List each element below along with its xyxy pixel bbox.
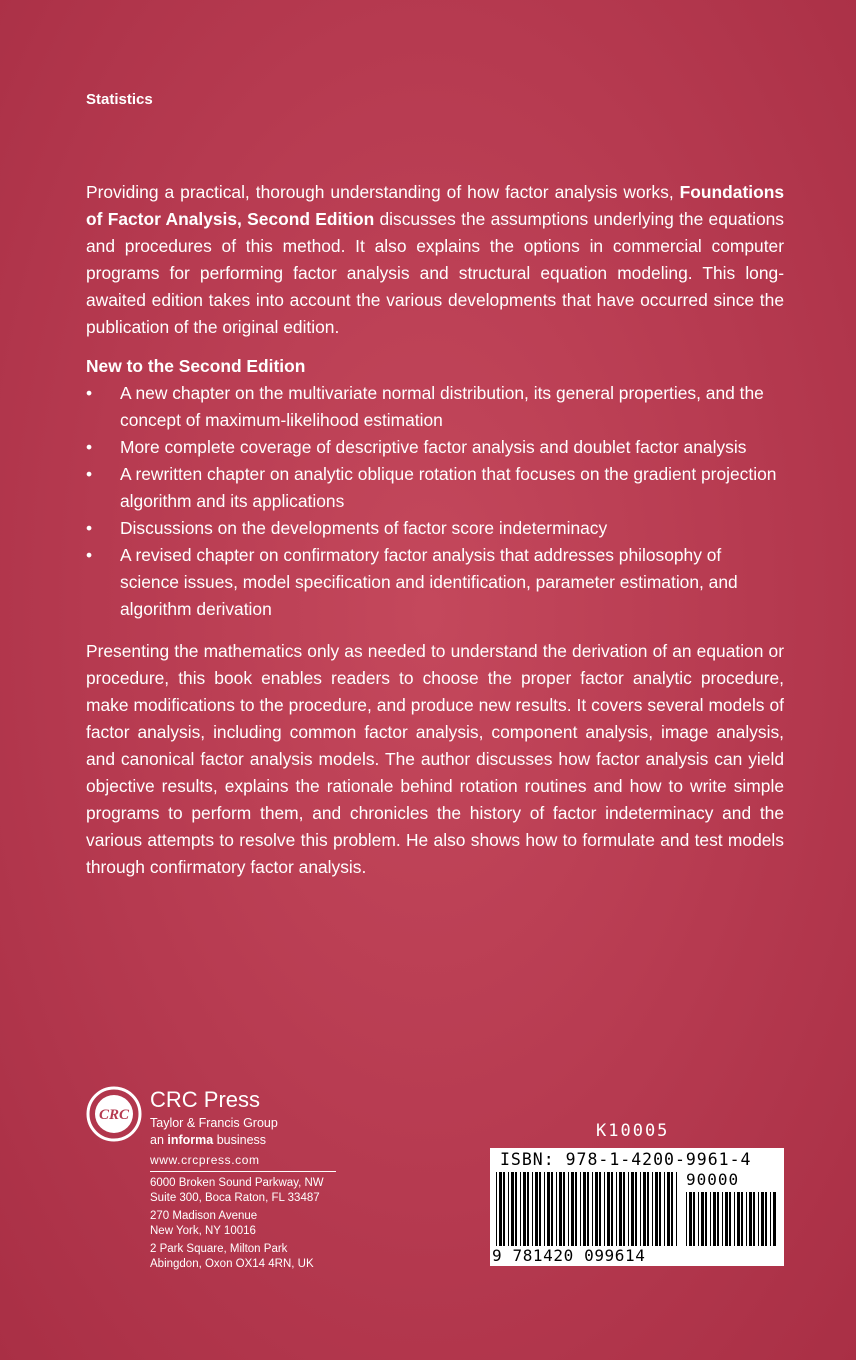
barcode-bar xyxy=(592,1172,593,1246)
barcode-bar xyxy=(737,1192,740,1246)
bullet-icon: • xyxy=(86,464,93,484)
bullet-icon: • xyxy=(86,518,93,538)
barcode-bar xyxy=(635,1172,637,1246)
barcode-bar xyxy=(753,1192,755,1246)
barcode-bar xyxy=(503,1172,505,1246)
list-item-text: A rewritten chapter on analytic oblique rotation that focuses on the gradient projection algorithm and its applications xyxy=(120,464,777,511)
address-line: New York, NY 10016 xyxy=(150,1224,256,1237)
barcode-bar xyxy=(652,1172,653,1246)
address-line: Suite 300, Boca Raton, FL 33487 xyxy=(150,1191,320,1204)
publisher-addresses xyxy=(150,1176,324,1275)
barcode-bar xyxy=(527,1172,529,1246)
barcode-bar xyxy=(770,1192,771,1246)
barcode-bar xyxy=(599,1172,601,1246)
barcode-bar xyxy=(640,1172,641,1246)
barcode-bar xyxy=(664,1172,665,1246)
bullet-icon: • xyxy=(86,437,93,457)
barcode-bar xyxy=(568,1172,569,1246)
barcode-bar xyxy=(575,1172,577,1246)
barcode-bar xyxy=(713,1192,716,1246)
closing-paragraph: Presenting the mathematics only as needed to understand the derivation of an equation or procedure, this book enables readers to choose the proper factor analytic procedure, make modifications to the procedure, and produce new results. It covers several models of factor analysis, including common factor analysis, component analysis, image analysis, and canonical factor analysis models. The author discusses how factor analysis can yield objective results, explains the rationale behind rotation routines and how to write simple programs to perform them, and chronicles the history of factor indeterminacy and the various attempts to resolve this problem. He also shows how to formulate and test models through confirmatory factor analysis. xyxy=(86,641,784,877)
barcode-bar xyxy=(686,1192,687,1246)
barcode-bar xyxy=(535,1172,538,1246)
new-edition-list xyxy=(86,380,784,623)
barcode-bar xyxy=(741,1192,743,1246)
publisher-name: CRC Press xyxy=(150,1087,261,1112)
list-item xyxy=(86,515,784,542)
barcode-bar xyxy=(583,1172,586,1246)
intro-text-after: discusses the assumptions underlying the equations and procedures of this method. It also explains the options in commercial computer programs for performing factor analysis and structural equation modeling. This long-awaited edition takes into account the various developments that have occurred since the publication of the original edition. xyxy=(86,209,784,337)
barcode-bar xyxy=(619,1172,622,1246)
barcode-bar xyxy=(563,1172,565,1246)
list-item xyxy=(86,380,784,434)
address-block xyxy=(150,1242,324,1271)
barcode-bar xyxy=(671,1172,673,1246)
intro-paragraph xyxy=(86,179,784,341)
barcode-bar xyxy=(559,1172,562,1246)
isbn-label: ISBN: 978-1-4200-9961-4 xyxy=(500,1150,752,1169)
barcode-bar xyxy=(556,1172,557,1246)
barcode-bar xyxy=(499,1172,502,1246)
barcode-bar xyxy=(701,1192,704,1246)
barcode-bar xyxy=(551,1172,553,1246)
barcode-bar xyxy=(725,1192,728,1246)
bullet-icon: • xyxy=(86,545,93,565)
address-line: 270 Madison Avenue xyxy=(150,1210,258,1222)
barcode-bar xyxy=(611,1172,613,1246)
address-block xyxy=(150,1176,324,1205)
barcode-bar xyxy=(520,1172,521,1246)
barcode-bar xyxy=(647,1172,649,1246)
barcode-bar xyxy=(511,1172,514,1246)
barcode-bar xyxy=(523,1172,526,1246)
barcode-bar xyxy=(676,1172,677,1246)
publisher-informa xyxy=(150,1133,266,1147)
informa-prefix: an xyxy=(150,1133,164,1147)
barcode-bar xyxy=(722,1192,723,1246)
barcode-bar xyxy=(693,1192,695,1246)
isbn-barcode xyxy=(490,1148,784,1266)
barcode-bar xyxy=(607,1172,610,1246)
publisher-url: www.crcpress.com xyxy=(150,1153,260,1167)
barcode-bar xyxy=(773,1192,776,1246)
book-title: Foundations of Factor Analysis, Second Edition xyxy=(86,182,784,229)
crc-logo-icon xyxy=(86,1086,142,1142)
barcode-bar xyxy=(717,1192,719,1246)
barcode-bar xyxy=(532,1172,533,1246)
barcode-bar xyxy=(746,1192,747,1246)
barcode-bar xyxy=(631,1172,634,1246)
list-item-text: A revised chapter on confirmatory factor analysis that addresses philosophy of science issues, model specification and identification, parameter estimation, and algorithm derivation xyxy=(120,545,738,619)
list-item xyxy=(86,542,784,623)
barcode-bar xyxy=(705,1192,707,1246)
address-line: Abingdon, Oxon OX14 4RN, UK xyxy=(150,1257,314,1270)
list-item-text: Discussions on the developments of factor score indeterminacy xyxy=(120,518,608,538)
barcode-digits: 9 781420 099614 xyxy=(492,1246,646,1265)
barcode-bar xyxy=(508,1172,509,1246)
informa-suffix: business xyxy=(216,1133,267,1147)
barcode-bar xyxy=(628,1172,629,1246)
barcode-bar xyxy=(667,1172,670,1246)
barcode-bar xyxy=(659,1172,661,1246)
barcode-bar xyxy=(698,1192,699,1246)
new-edition-heading: New to the Second Edition xyxy=(86,356,306,376)
barcode-bar xyxy=(729,1192,731,1246)
list-item xyxy=(86,434,784,461)
barcode-bar xyxy=(749,1192,752,1246)
barcode-bar xyxy=(734,1192,735,1246)
barcode-bar xyxy=(587,1172,589,1246)
barcode-bar xyxy=(547,1172,550,1246)
address-line: 6000 Broken Sound Parkway, NW xyxy=(150,1177,324,1189)
category-label: Statistics xyxy=(86,91,153,108)
barcode-bar xyxy=(761,1192,764,1246)
barcode-bar xyxy=(496,1172,497,1246)
crc-logo-text: CRC xyxy=(98,1107,130,1123)
barcode-bar xyxy=(580,1172,581,1246)
barcode-bar xyxy=(655,1172,658,1246)
divider xyxy=(150,1171,336,1172)
barcode-bar xyxy=(604,1172,605,1246)
intro-text-before: Providing a practical, thorough understanding of how factor analysis works, xyxy=(86,182,674,202)
barcode-bar xyxy=(539,1172,541,1246)
bullet-icon: • xyxy=(86,383,93,403)
barcode-bar xyxy=(544,1172,545,1246)
barcode-bar xyxy=(616,1172,617,1246)
barcode-bar xyxy=(758,1192,759,1246)
barcode-bar xyxy=(571,1172,574,1246)
publisher-group: Taylor & Francis Group xyxy=(150,1116,278,1130)
back-cover-text xyxy=(86,179,784,881)
address-block xyxy=(150,1209,324,1238)
informa-brand: informa xyxy=(167,1133,214,1147)
list-item-text: A new chapter on the multivariate normal distribution, its general properties, and the concept of maximum-likelihood estimation xyxy=(120,383,764,430)
address-line: 2 Park Square, Milton Park xyxy=(150,1243,288,1255)
barcode-bar xyxy=(765,1192,767,1246)
barcode-bar xyxy=(643,1172,646,1246)
barcode-bar xyxy=(710,1192,711,1246)
list-item-text: More complete coverage of descriptive factor analysis and doublet factor analysis xyxy=(120,437,747,457)
product-code: K10005 xyxy=(596,1121,670,1141)
barcode-bar xyxy=(689,1192,692,1246)
barcode-bar xyxy=(595,1172,598,1246)
barcode-bar xyxy=(515,1172,517,1246)
barcode-bar xyxy=(623,1172,625,1246)
price-code: 90000 xyxy=(686,1170,740,1189)
list-item xyxy=(86,461,784,515)
